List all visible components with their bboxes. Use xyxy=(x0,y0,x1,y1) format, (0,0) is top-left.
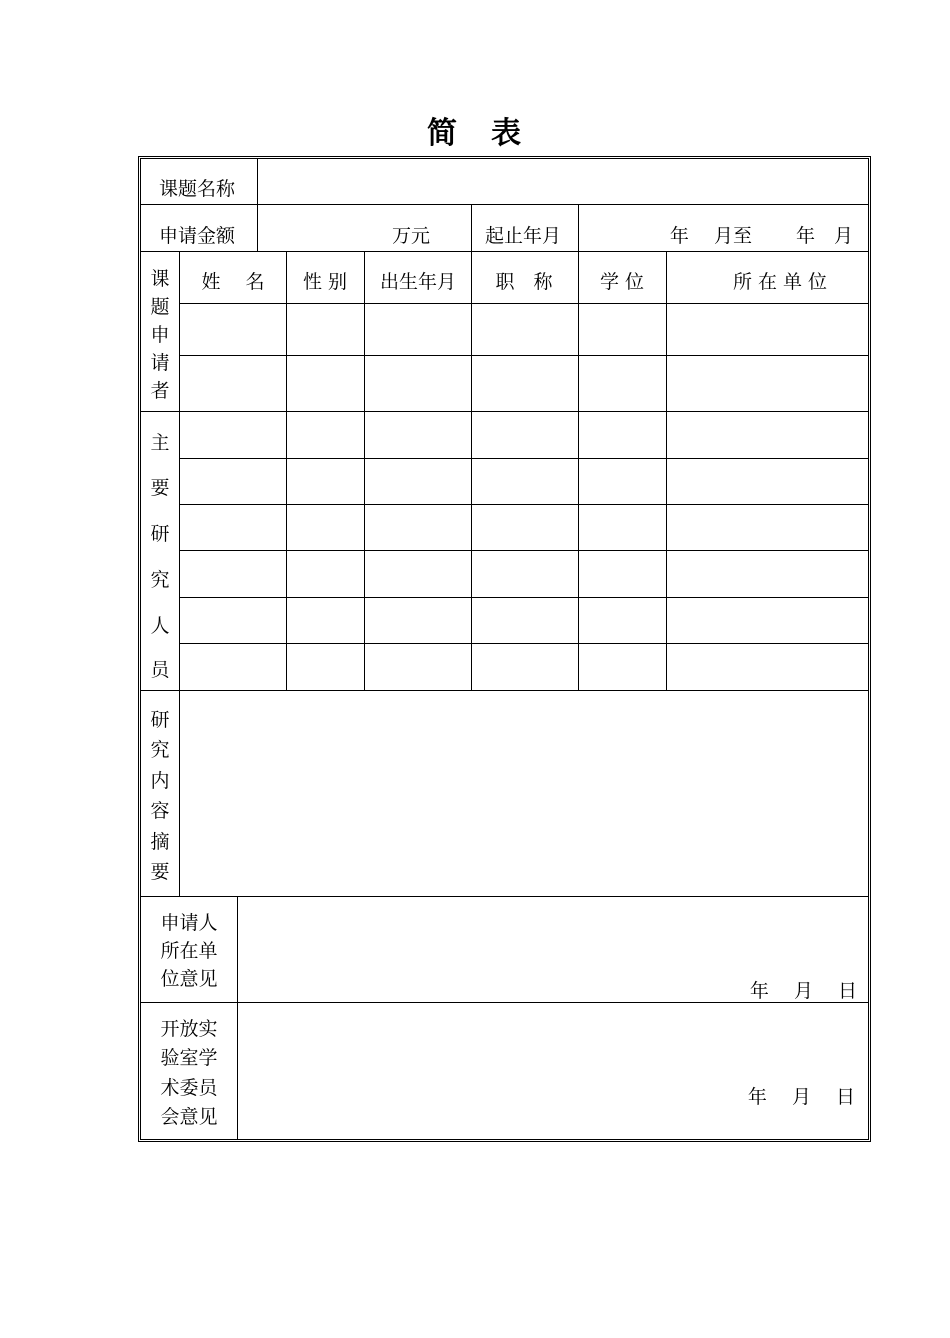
lab-opinion-label: 开放实验室学术委员会意见 xyxy=(160,1018,218,1128)
lab-opinion-date: 年 月 日 xyxy=(747,1086,855,1108)
period-value: 年 月至 年 月 xyxy=(669,225,853,247)
unit-opinion-date: 年 月 日 xyxy=(749,980,857,1002)
row-divider xyxy=(141,1002,868,1003)
header-birth: 出生年月 xyxy=(379,271,457,293)
header-gender: 性 别 xyxy=(302,271,348,293)
application-summary-form xyxy=(138,156,871,1142)
row-divider xyxy=(179,458,868,459)
members-side-char: 究 xyxy=(150,569,170,591)
summary-side-label: 研究内容摘要 xyxy=(150,709,170,884)
row-divider xyxy=(141,251,868,252)
members-side-char: 员 xyxy=(150,659,170,681)
members-side-char: 人 xyxy=(150,615,170,637)
header-unit: 所 在 单 位 xyxy=(732,271,828,293)
row-divider xyxy=(179,597,868,598)
row-divider xyxy=(179,303,868,304)
header-degree: 学 位 xyxy=(599,271,645,293)
header-name: 姓 名 xyxy=(201,271,265,293)
row-divider xyxy=(179,504,868,505)
members-side-char: 主 xyxy=(150,432,170,454)
col-divider xyxy=(286,251,287,690)
col-divider xyxy=(666,251,667,690)
topic-label: 课题名称 xyxy=(159,178,236,200)
col-divider xyxy=(364,251,365,690)
row-divider xyxy=(141,896,868,897)
col-divider xyxy=(257,159,258,251)
row-divider xyxy=(179,355,868,356)
col-divider xyxy=(237,896,238,1139)
row-divider xyxy=(179,550,868,551)
period-label: 起止年月 xyxy=(485,225,562,247)
form-title: 简 表 xyxy=(427,116,523,151)
header-title: 职 称 xyxy=(495,271,553,293)
applicant-side-label: 课题申请者 xyxy=(150,268,170,402)
members-side-char: 研 xyxy=(150,523,170,545)
col-divider xyxy=(578,204,579,251)
amount-label: 申请金额 xyxy=(159,225,236,247)
row-divider xyxy=(179,643,868,644)
col-divider xyxy=(471,204,472,251)
row-divider xyxy=(141,690,868,691)
unit-opinion-label: 申请人所在单位意见 xyxy=(160,912,218,990)
amount-unit: 万元 xyxy=(392,225,431,247)
members-side-char: 要 xyxy=(150,477,170,499)
row-divider xyxy=(141,411,868,412)
col-divider xyxy=(578,251,579,690)
col-divider xyxy=(471,251,472,690)
col-divider xyxy=(179,251,180,896)
row-divider xyxy=(141,204,868,205)
